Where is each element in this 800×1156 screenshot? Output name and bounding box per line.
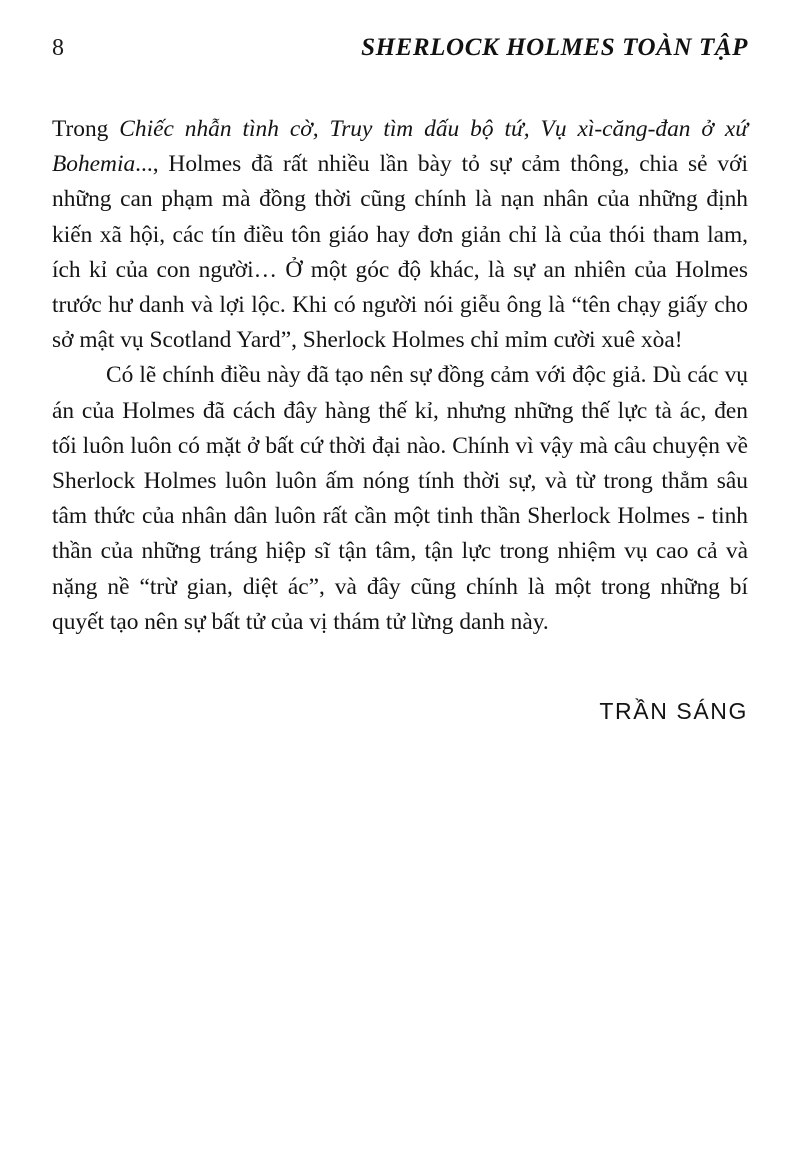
paragraph-1-lead: Trong [52, 116, 120, 142]
page-body [52, 112, 748, 640]
paragraph-2: Có lẽ chính điều này đã tạo nên sự đồng cảm với độc giả. Dù các vụ án của Holmes đã cách đây hàng thế kỉ, nhưng những thế lực tà ác, đen tối luôn luôn có mặt ở bất cứ thời đại nào. Chính vì vậy mà câu chuyện về Sherlock Holmes luôn luôn ấm nóng tính thời sự, và từ trong thẳm sâu tâm thức của nhân dân luôn rất cần một tinh thần Sherlock Holmes - tinh thần của những tráng hiệp sĩ tận tâm, tận lực trong nhiệm vụ cao cả và nặng nề “trừ gian, diệt ác”, và đây cũng chính là một trong những bí quyết tạo nên sự bất tử của vị thám tử lừng danh này. [52, 362, 748, 635]
paragraph-1 [52, 112, 748, 358]
paragraph-1-titles: Chiếc nhẫn tình cờ, Truy tìm dấu bộ tứ, Vụ xì-căng-đan ở xứ Bohemia [52, 116, 748, 178]
author-signature: TRẦN SÁNG [599, 698, 748, 724]
page-number: 8 [52, 35, 65, 61]
page-header [52, 34, 748, 62]
paragraph-1-rest: ..., Holmes đã rất nhiều lần bày tỏ sự cảm thông, chia sẻ với những can phạm mà đồng thời cũng chính là nạn nhân của những định kiến xã hội, các tín điều tôn giáo hay đơn giản chỉ là của thói tham lam, ích kỉ của con người… Ở một góc độ khác, là sự an nhiên của Holmes trước hư danh và lợi lộc. Khi có người nói giễu ông là “tên chạy giấy cho sở mật vụ Scotland Yard”, Sherlock Holmes chỉ mỉm cười xuê xòa! [52, 151, 748, 354]
running-title: SHERLOCK HOLMES TOÀN TẬP [361, 34, 748, 61]
